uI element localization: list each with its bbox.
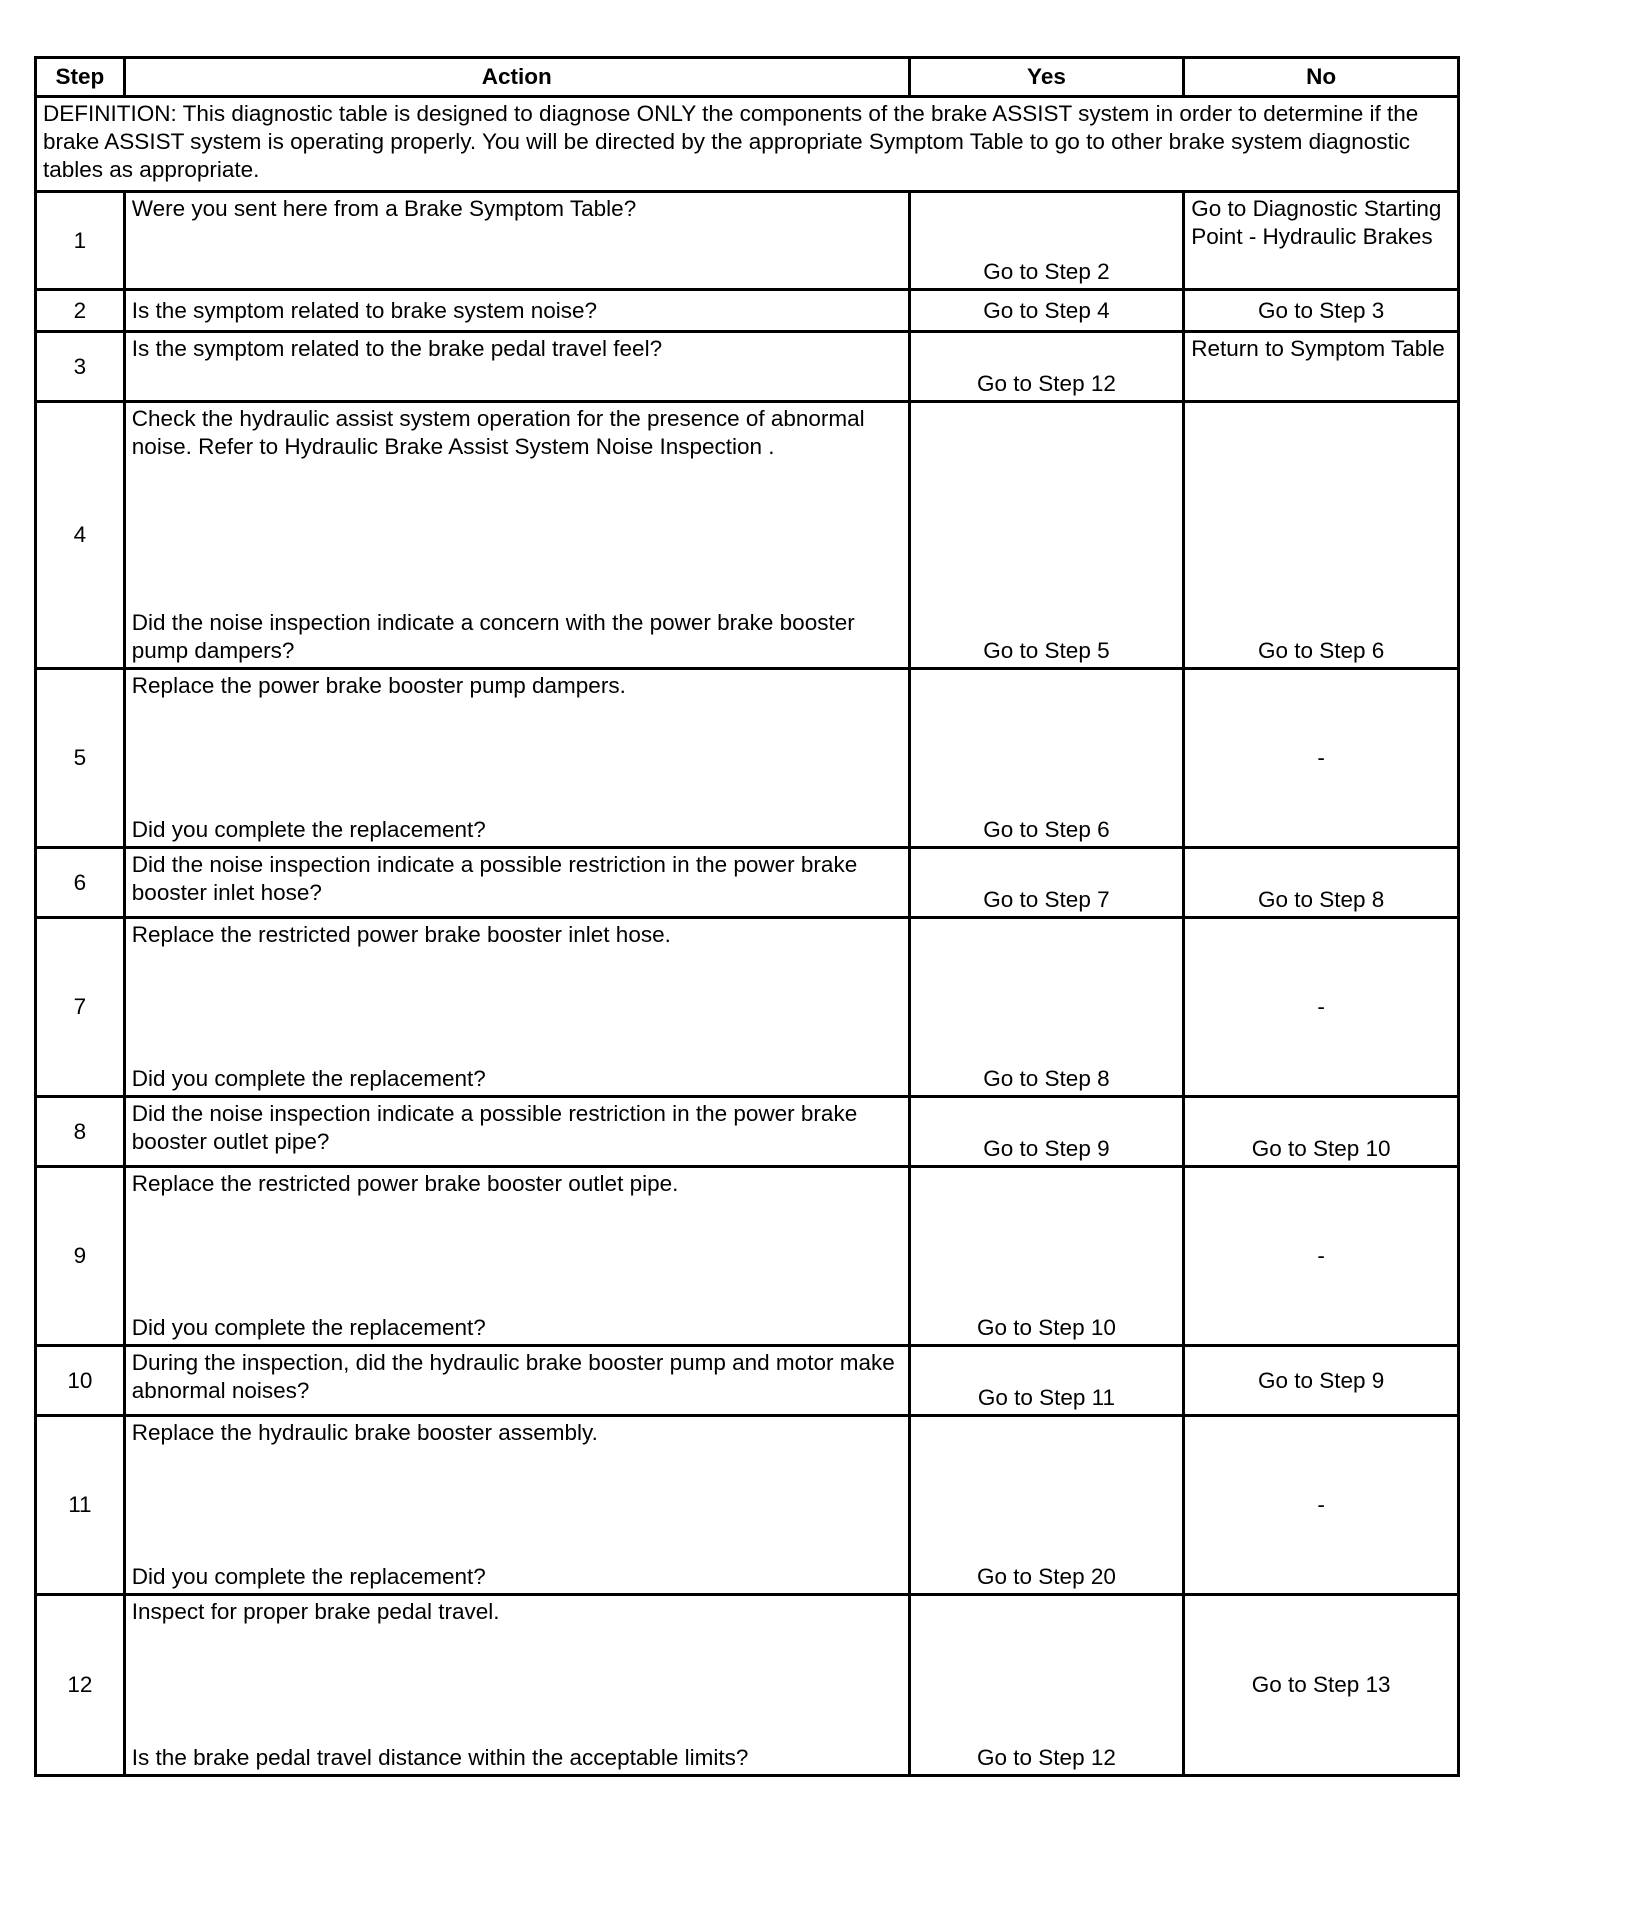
action-question: Did the noise inspection indicate a concern with the power brake booster pump dampers? — [131, 610, 855, 663]
action-cell — [124, 669, 909, 848]
action-cell — [124, 402, 909, 669]
action-question: Did you complete the replacement? — [131, 817, 486, 842]
table-row — [36, 848, 1459, 918]
step-number: 10 — [36, 1346, 125, 1416]
table-row — [36, 918, 1459, 1097]
action-text: Replace the restricted power brake booster outlet pipe. — [131, 1171, 679, 1196]
action-cell — [124, 918, 909, 1097]
no-result: Go to Step 6 — [1184, 402, 1459, 669]
header-yes: Yes — [909, 58, 1184, 97]
yes-result: Go to Step 20 — [909, 1416, 1184, 1595]
no-result: Go to Step 8 — [1184, 848, 1459, 918]
no-result: Go to Step 9 — [1184, 1346, 1459, 1416]
action-text: Did the noise inspection indicate a possible restriction in the power brake booster outlet pipe? — [124, 1097, 909, 1167]
action-question: Is the brake pedal travel distance within the acceptable limits? — [131, 1745, 749, 1770]
table-row — [36, 402, 1459, 669]
table-row — [36, 332, 1459, 402]
action-text: Did the noise inspection indicate a possible restriction in the power brake booster inlet hose? — [124, 848, 909, 918]
action-text: Check the hydraulic assist system operation for the presence of abnormal noise. Refer to Hydraulic Brake Assist System Noise Inspection . — [131, 406, 865, 459]
action-text: Replace the hydraulic brake booster assembly. — [131, 1420, 598, 1445]
yes-result: Go to Step 12 — [909, 1595, 1184, 1776]
action-question: Did you complete the replacement? — [131, 1564, 486, 1589]
step-number: 9 — [36, 1167, 125, 1346]
action-text: Were you sent here from a Brake Symptom Table? — [124, 192, 909, 290]
header-row — [36, 58, 1459, 97]
definition-text: DEFINITION: This diagnostic table is designed to diagnose ONLY the components of the brake ASSIST system in order to determine if the brake ASSIST system is operating properly. You will be directed by the appropriate Symptom Table to go to other brake system diagnostic tables as appropriate. — [36, 97, 1459, 192]
yes-result: Go to Step 2 — [909, 192, 1184, 290]
step-number: 8 — [36, 1097, 125, 1167]
header-action: Action — [124, 58, 909, 97]
table-row — [36, 290, 1459, 332]
no-result: - — [1184, 669, 1459, 848]
table-row — [36, 192, 1459, 290]
yes-result: Go to Step 5 — [909, 402, 1184, 669]
yes-result: Go to Step 7 — [909, 848, 1184, 918]
no-result: Go to Step 13 — [1184, 1595, 1459, 1776]
step-number: 5 — [36, 669, 125, 848]
no-result: Go to Step 3 — [1184, 290, 1459, 332]
step-number: 3 — [36, 332, 125, 402]
action-text: During the inspection, did the hydraulic brake booster pump and motor make abnormal noises? — [124, 1346, 909, 1416]
step-number: 4 — [36, 402, 125, 669]
action-question: Did you complete the replacement? — [131, 1066, 486, 1091]
table-row — [36, 669, 1459, 848]
yes-result: Go to Step 8 — [909, 918, 1184, 1097]
table-row — [36, 1595, 1459, 1776]
no-result: - — [1184, 1167, 1459, 1346]
table-row — [36, 1097, 1459, 1167]
action-cell — [124, 1416, 909, 1595]
yes-result: Go to Step 10 — [909, 1167, 1184, 1346]
action-text: Replace the power brake booster pump dampers. — [131, 673, 626, 698]
step-number: 11 — [36, 1416, 125, 1595]
step-number: 12 — [36, 1595, 125, 1776]
table-row — [36, 1416, 1459, 1595]
yes-result: Go to Step 11 — [909, 1346, 1184, 1416]
step-number: 6 — [36, 848, 125, 918]
action-text: Replace the restricted power brake booster inlet hose. — [131, 922, 671, 947]
action-text: Inspect for proper brake pedal travel. — [131, 1599, 500, 1624]
no-result: - — [1184, 1416, 1459, 1595]
action-cell — [124, 1167, 909, 1346]
definition-row — [36, 97, 1459, 192]
action-text: Is the symptom related to the brake pedal travel feel? — [124, 332, 909, 402]
table-row — [36, 1167, 1459, 1346]
no-result: Go to Step 10 — [1184, 1097, 1459, 1167]
action-question: Did you complete the replacement? — [131, 1315, 486, 1340]
yes-result: Go to Step 4 — [909, 290, 1184, 332]
step-number: 2 — [36, 290, 125, 332]
no-result: Return to Symptom Table — [1184, 332, 1459, 402]
diagnostic-table — [34, 56, 1460, 1777]
header-no: No — [1184, 58, 1459, 97]
yes-result: Go to Step 6 — [909, 669, 1184, 848]
table-row — [36, 1346, 1459, 1416]
action-cell — [124, 1595, 909, 1776]
no-result: - — [1184, 918, 1459, 1097]
yes-result: Go to Step 9 — [909, 1097, 1184, 1167]
action-text: Is the symptom related to brake system noise? — [124, 290, 909, 332]
no-result: Go to Diagnostic Starting Point - Hydraulic Brakes — [1184, 192, 1459, 290]
yes-result: Go to Step 12 — [909, 332, 1184, 402]
header-step: Step — [36, 58, 125, 97]
step-number: 1 — [36, 192, 125, 290]
step-number: 7 — [36, 918, 125, 1097]
